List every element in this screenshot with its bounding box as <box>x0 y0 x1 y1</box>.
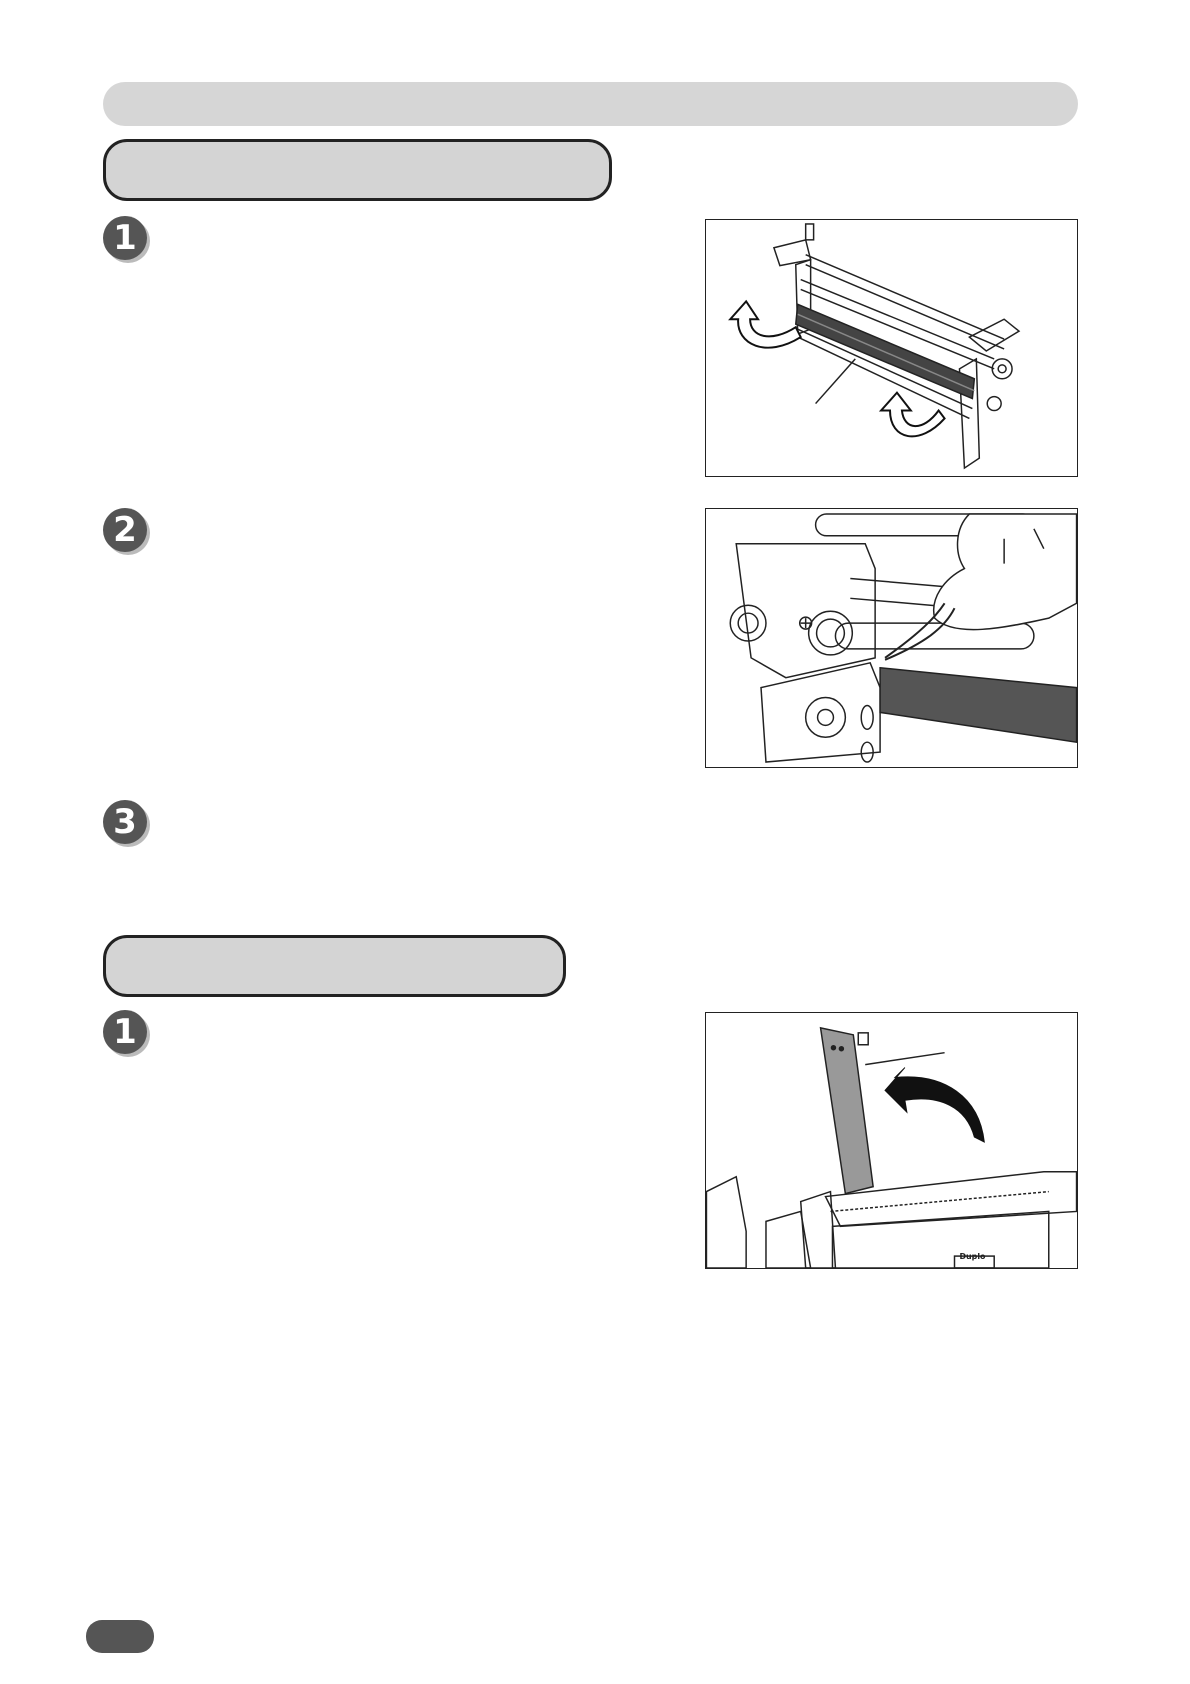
step-number-1: 1 <box>103 216 147 260</box>
section-header-2 <box>103 935 566 997</box>
step-number-2: 2 <box>103 508 147 552</box>
step-number-3: 3 <box>103 800 147 844</box>
brand-label: Duplo <box>959 1252 986 1262</box>
lift-cover-illustration <box>706 1013 1077 1268</box>
step-number-1-section-2: 1 <box>103 1010 147 1054</box>
figure-roller-assembly <box>705 219 1078 477</box>
figure-lift-cover <box>705 1012 1078 1269</box>
section-header-1 <box>103 139 612 201</box>
figure-blower-cleaning <box>705 508 1078 768</box>
top-banner-bar <box>103 82 1078 126</box>
blower-cleaning-illustration <box>706 509 1077 767</box>
page-number-tab <box>86 1620 154 1653</box>
roller-assembly-illustration <box>706 220 1077 476</box>
